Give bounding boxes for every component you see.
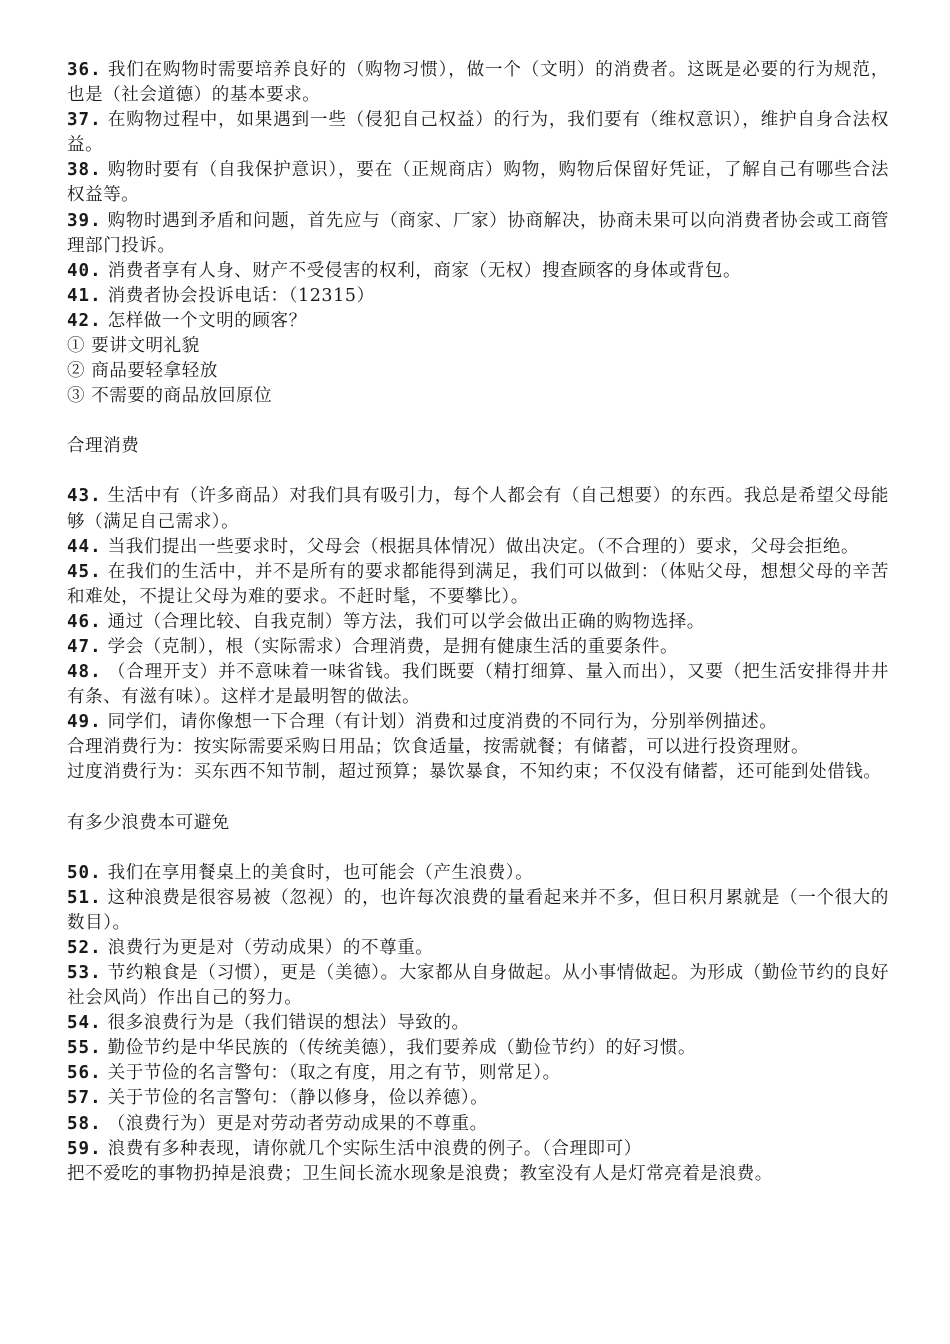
numbered-item xyxy=(67,535,889,560)
numbered-item xyxy=(67,861,889,886)
item-text: 学会（克制），根（实际需求）合理消费，是拥有健康生活的重要条件。 xyxy=(107,636,679,657)
item-text: 在购物过程中，如果遇到一些（侵犯自己权益）的行为，我们要有（维权意识），维护自身合法权益。 xyxy=(67,110,889,156)
numbered-item xyxy=(67,259,889,284)
numbered-item xyxy=(67,1086,889,1111)
numbered-item xyxy=(67,284,889,309)
item-text: 我们在购物时需要培养良好的（购物习惯），做一个（文明）的消费者。这既是必要的行为规范，也是（社会道德）的基本要求。 xyxy=(67,60,889,106)
item-text: 当我们提出一些要求时，父母会（根据具体情况）做出决定。（不合理的）要求，父母会拒绝。 xyxy=(107,536,860,557)
item-text: 这种浪费是很容易被（忽视）的，也许每次浪费的量看起来并不多，但日积月累就是（一个很大的数目）。 xyxy=(67,887,889,933)
item-number: 44. xyxy=(67,536,102,557)
item-text: 通过（合理比较、自我克制）等方法，我们可以学会做出正确的购物选择。 xyxy=(107,611,705,632)
item-number: 36. xyxy=(67,60,102,80)
numbered-item xyxy=(67,484,889,534)
item-text: 购物时要有（自我保护意识），要在（正规商店）购物，购物后保留好凭证，了解自己有哪些合法权益等。 xyxy=(67,160,889,206)
section-title-reasonable-consumption: 合理消费 xyxy=(67,436,140,457)
numbered-item xyxy=(67,886,889,936)
item-number: 45. xyxy=(67,561,102,582)
item-number: 56. xyxy=(67,1063,102,1084)
item-text: 节约粮食是（习惯），更是（美德）。大家都从自身做起。从小事情做起。为形成（勤俭节约的良好社会风尚）作出自己的努力。 xyxy=(67,963,889,1009)
numbered-item xyxy=(67,635,889,660)
list-item: ① 要讲文明礼貌 xyxy=(67,336,200,357)
item-text: 消费者享有人身、财产不受侵害的权利，商家（无权）搜查顾客的身体或背包。 xyxy=(107,260,742,281)
item-number: 53. xyxy=(67,963,102,983)
numbered-item xyxy=(67,58,889,108)
item-number: 47. xyxy=(67,636,102,657)
numbered-item xyxy=(67,560,889,610)
item-number: 58. xyxy=(67,1113,102,1134)
item-number: 54. xyxy=(67,1013,102,1034)
list-item: ③ 不需要的商品放回原位 xyxy=(67,386,273,407)
item-text: 购物时遇到矛盾和问题，首先应与（商家、厂家）协商解决，协商未果可以向消费者协会或工商管理部门投诉。 xyxy=(67,210,889,256)
item-text: 生活中有（许多商品）对我们具有吸引力，每个人都会有（自己想要）的东西。我总是希望父母能够（满足自己需求）。 xyxy=(67,486,889,532)
item-text: 勤俭节约是中华民族的（传统美德），我们要养成（勤俭节约）的好习惯。 xyxy=(107,1038,697,1059)
item-text: （浪费行为）更是对劳动者劳动成果的不尊重。 xyxy=(107,1113,488,1134)
numbered-item xyxy=(67,1061,889,1086)
item-text: 怎样做一个文明的顾客？ xyxy=(107,310,307,331)
section-title-avoidable-waste: 有多少浪费本可避免 xyxy=(67,812,230,833)
item-number: 40. xyxy=(67,260,102,281)
item-text: 很多浪费行为是（我们错误的想法）导致的。 xyxy=(107,1013,470,1034)
numbered-item xyxy=(67,209,889,259)
item-number: 49. xyxy=(67,712,102,733)
numbered-item xyxy=(67,710,889,735)
numbered-item xyxy=(67,936,889,961)
numbered-item xyxy=(67,660,889,710)
paragraph-excessive-behavior: 过度消费行为：买东西不知节制，超过预算；暴饮暴食，不知约束；不仅没有储蓄，还可能到处借钱。 xyxy=(67,762,882,783)
item-number: 55. xyxy=(67,1038,102,1059)
paragraph-reasonable-behavior: 合理消费行为：按实际需要采购日用品；饮食适量，按需就餐；有储蓄，可以进行投资理财。 xyxy=(67,737,810,758)
item-number: 59. xyxy=(67,1138,102,1159)
item-number: 57. xyxy=(67,1088,102,1109)
item-number: 48. xyxy=(67,662,102,683)
numbered-item xyxy=(67,309,889,334)
paragraph-waste-examples: 把不爱吃的事物扔掉是浪费；卫生间长流水现象是浪费；教室没有人是灯常亮着是浪费。 xyxy=(67,1163,773,1184)
item-number: 52. xyxy=(67,937,102,958)
list-item: ② 商品要轻拿轻放 xyxy=(67,361,218,382)
item-text: 浪费行为更是对（劳动成果）的不尊重。 xyxy=(107,937,434,958)
item-number: 37. xyxy=(67,110,102,131)
numbered-item xyxy=(67,1112,889,1137)
numbered-item xyxy=(67,1137,889,1162)
item-text: 在我们的生活中，并不是所有的要求都能得到满足，我们可以做到：（体贴父母，想想父母的辛苦和难处，不提让父母为难的要求。不赶时髦，不要攀比）。 xyxy=(67,561,889,607)
document-page xyxy=(67,58,889,1187)
numbered-item xyxy=(67,108,889,158)
item-number: 38. xyxy=(67,160,102,181)
section-waste-items xyxy=(67,861,889,1162)
item-number: 46. xyxy=(67,611,102,632)
item-number: 41. xyxy=(67,285,102,306)
numbered-item xyxy=(67,1036,889,1061)
numbered-item xyxy=(67,158,889,208)
item-text: 我们在享用餐桌上的美食时，也可能会（产生浪费）。 xyxy=(107,862,534,883)
numbered-item xyxy=(67,1011,889,1036)
item-text: 关于节俭的名言警句：（取之有度，用之有节，则常足）。 xyxy=(107,1063,561,1084)
section-consumption-items xyxy=(67,484,889,735)
item-number: 43. xyxy=(67,486,102,507)
item-number: 51. xyxy=(67,887,102,908)
item-number: 42. xyxy=(67,310,102,331)
section-shopping-items xyxy=(67,58,889,334)
numbered-item xyxy=(67,610,889,635)
item-text: 同学们，请你像想一下合理（有计划）消费和过度消费的不同行为，分别举例描述。 xyxy=(107,712,778,733)
item-number: 39. xyxy=(67,210,102,231)
numbered-item xyxy=(67,961,889,1011)
item-text: 关于节俭的名言警句：（静以修身，俭以养德）。 xyxy=(107,1088,489,1109)
item-text: 消费者协会投诉电话：（12315） xyxy=(107,285,375,306)
list-42 xyxy=(67,334,889,409)
item-text: 浪费有多种表现，请你就几个实际生活中浪费的例子。（合理即可） xyxy=(107,1138,642,1159)
item-number: 50. xyxy=(67,862,102,883)
item-text: （合理开支）并不意味着一味省钱。我们既要（精打细算、量入而出），又要（把生活安排得井井有条、有滋有味）。这样才是最明智的做法。 xyxy=(67,662,889,708)
